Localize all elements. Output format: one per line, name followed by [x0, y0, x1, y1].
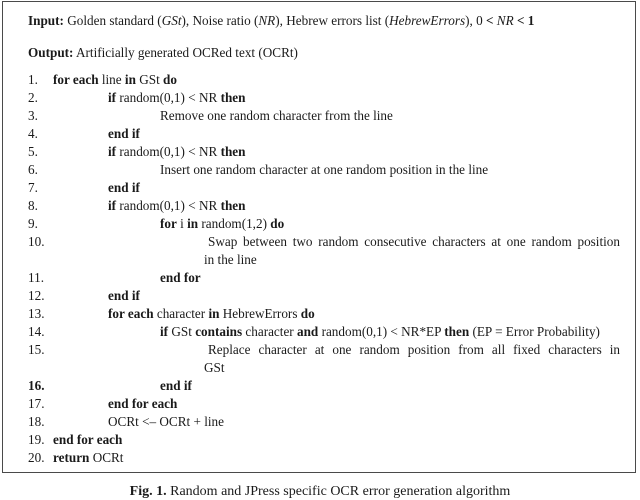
- text-fragment: line: [98, 72, 125, 87]
- text-fragment: 1: [524, 13, 535, 28]
- text-fragment: GSt: [135, 72, 164, 87]
- text-fragment: Insert one random character at one random position in the line: [160, 162, 489, 177]
- text-fragment: for: [160, 216, 177, 231]
- algorithm-step: [108, 396, 177, 412]
- algorithm-step: [208, 234, 620, 250]
- line-number: 12.: [28, 288, 45, 303]
- text-fragment: random(1,2): [198, 216, 271, 231]
- text-fragment: end for each: [108, 396, 178, 411]
- algorithm-step: [108, 198, 245, 214]
- line-number: 10.: [28, 234, 45, 249]
- text-fragment: in: [208, 306, 220, 321]
- text-fragment: contains: [195, 324, 243, 339]
- algorithm-step: [53, 450, 123, 466]
- text-fragment: random(0,1) < NR: [116, 90, 221, 105]
- text-fragment: end if: [108, 180, 140, 195]
- text-fragment: random(0,1) < NR: [116, 198, 221, 213]
- text-fragment: (EP = Error Probability): [469, 324, 600, 339]
- line-number: 15.: [28, 342, 45, 357]
- text-fragment: do: [163, 72, 177, 87]
- algorithm-step: [108, 306, 315, 322]
- line-number: 2.: [28, 90, 38, 105]
- text-fragment: end for: [160, 270, 201, 285]
- text-fragment: Replace character at one random position from all fixed characters in: [208, 342, 620, 357]
- text-fragment: <: [516, 13, 525, 28]
- algorithm-output-line: [28, 45, 298, 61]
- line-number: 11.: [28, 270, 44, 285]
- output-description: Artificially generated OCRed text (OCRt): [73, 45, 298, 60]
- text-fragment: end if: [108, 288, 140, 303]
- text-fragment: end for each: [53, 432, 123, 447]
- text-fragment: then: [220, 90, 246, 105]
- algorithm-step: [108, 180, 140, 196]
- text-fragment: GSt: [161, 13, 182, 28]
- algorithm-step: [160, 162, 488, 178]
- line-number: 14.: [28, 324, 45, 339]
- text-fragment: Remove one random character from the line: [160, 108, 393, 123]
- text-fragment: do: [270, 216, 285, 231]
- text-fragment: GSt: [168, 324, 196, 339]
- text-fragment: then: [220, 198, 246, 213]
- text-fragment: OCRt: [89, 450, 124, 465]
- algorithm-step-continuation: GSt: [204, 360, 225, 375]
- algorithm-step: [108, 144, 245, 160]
- line-number: 16.: [28, 378, 45, 393]
- text-fragment: character: [153, 306, 209, 321]
- text-fragment: i: [176, 216, 188, 231]
- line-number: 4.: [28, 126, 38, 141]
- text-fragment: OCRt <– OCRt + line: [108, 414, 224, 429]
- text-fragment: random(0,1) < NR*EP: [318, 324, 445, 339]
- text-fragment: Golden standard (: [63, 13, 162, 28]
- line-number: 13.: [28, 306, 45, 321]
- line-number: 3.: [28, 108, 38, 123]
- algorithm-step: [160, 324, 600, 340]
- algorithm-step: [208, 342, 620, 358]
- text-fragment: if: [108, 198, 117, 213]
- algorithm-step: [108, 414, 224, 430]
- algorithm-input-line: [28, 13, 534, 29]
- algorithm-step: [108, 288, 140, 304]
- output-label: Output:: [28, 45, 74, 60]
- text-fragment: in: [187, 216, 199, 231]
- line-number: 20.: [28, 450, 45, 465]
- line-number: 8.: [28, 198, 38, 213]
- text-fragment: ), 0: [465, 13, 486, 28]
- line-number: 7.: [28, 180, 38, 195]
- text-fragment: for each: [108, 306, 154, 321]
- algorithm-step-continuation: in the line: [204, 252, 257, 267]
- input-description: [64, 13, 534, 28]
- line-number: 18.: [28, 414, 45, 429]
- text-fragment: Swap between two random consecutive characters at one random position: [208, 234, 620, 249]
- text-fragment: if: [108, 144, 117, 159]
- text-fragment: HebrewErrors: [389, 13, 466, 28]
- algorithm-step: [160, 270, 201, 286]
- text-fragment: random(0,1) < NR: [116, 144, 221, 159]
- algorithm-step: [108, 126, 140, 142]
- caption-label: Fig. 1.: [129, 484, 167, 499]
- algorithm-step: [160, 216, 284, 232]
- text-fragment: then: [444, 324, 470, 339]
- text-fragment: if: [108, 90, 117, 105]
- text-fragment: then: [220, 144, 246, 159]
- text-fragment: in: [124, 72, 136, 87]
- text-fragment: NR: [258, 13, 276, 28]
- text-fragment: end if: [160, 378, 192, 393]
- line-number: 6.: [28, 162, 38, 177]
- text-fragment: character: [242, 324, 297, 339]
- text-fragment: NR: [493, 13, 517, 28]
- caption-text: Random and JPress specific OCR error generation algorithm: [166, 484, 511, 499]
- line-number: 1.: [28, 72, 38, 87]
- algorithm-step: [53, 72, 177, 88]
- text-fragment: do: [300, 306, 315, 321]
- text-fragment: end if: [108, 126, 140, 141]
- line-number: 5.: [28, 144, 38, 159]
- text-fragment: and: [297, 324, 319, 339]
- text-fragment: return: [53, 450, 90, 465]
- input-label: Input:: [28, 13, 64, 28]
- algorithm-step: [160, 108, 393, 124]
- text-fragment: <: [485, 13, 494, 28]
- text-fragment: for each: [53, 72, 99, 87]
- text-fragment: if: [160, 324, 169, 339]
- algorithm-step: [160, 378, 192, 394]
- algorithm-step: [108, 90, 245, 106]
- line-number: 17.: [28, 396, 45, 411]
- line-number: 9.: [28, 216, 38, 231]
- algorithm-step: [53, 432, 122, 448]
- text-fragment: HebrewErrors: [219, 306, 301, 321]
- text-fragment: ), Noise ratio (: [181, 13, 259, 28]
- line-number: 19.: [28, 432, 45, 447]
- text-fragment: ), Hebrew errors list (: [275, 13, 390, 28]
